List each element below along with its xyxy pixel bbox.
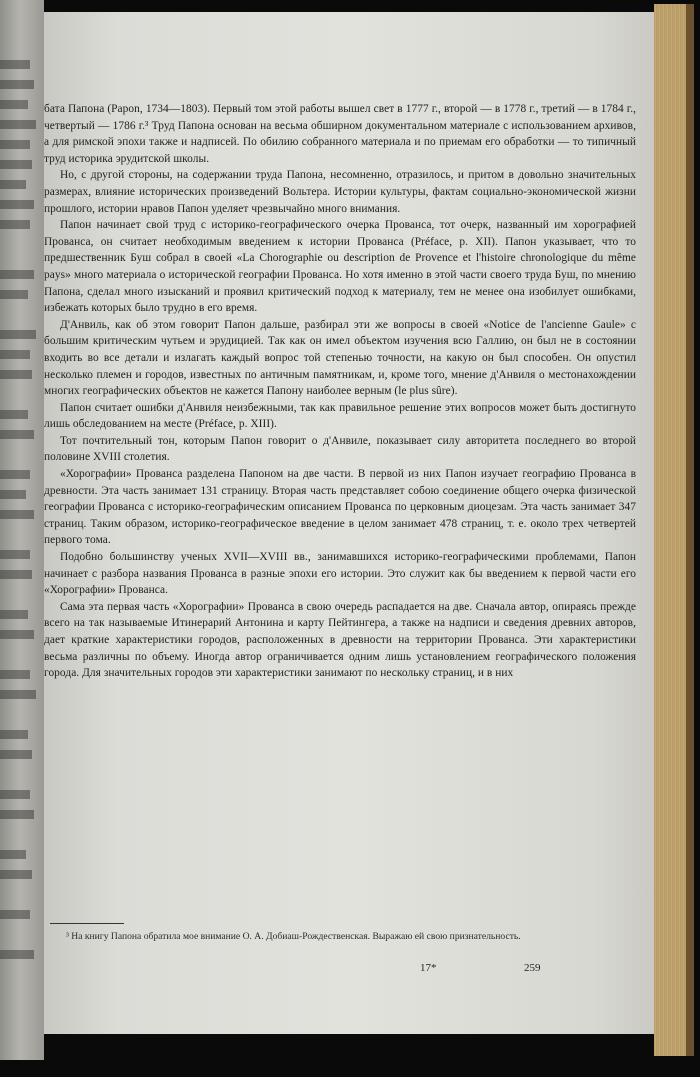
paragraph-5: Папон считает ошибки д'Анвиля неизбежными, так как правильное решение этих вопросов может быть достигнуто лишь обследованием на месте (Préface, p. XIII). [44, 401, 636, 431]
paragraph-3: Папон начинает свой труд с историко-географического очерка Прованса, тот очерк, названный им хорографией Прованса, он считает необходимым введением к истории Прованса (Préface, p. XII). Папон указывает, что то предшественник Буш собрал в своей «La Chorographie ou description de Provence et l'histoire chronologique du même pays» много материала о исторической географии Прованса. Но хотя именно в этой части своего труда Буш, по мнению Папона, сделал много изысканий и проявил критический подход к материалу, тем не менее она изобилует ошибками, избежать которых было трудно в его время. [44, 219, 636, 315]
paragraph-6: Тот почтительный тон, которым Папон говорит о д'Анвиле, показывает силу авторитета последнего во второй половине XVIII столетия. [44, 434, 636, 464]
page-number: 259 [524, 962, 541, 974]
book-page [44, 12, 654, 1034]
paragraph-7: «Хорографии» Прованса разделена Папоном на две части. В первой из них Папон изучает географию Прованса в древности. Эта часть занимает 131 страницу. Вторая часть представляет собою соединение общего очерка физической географии Прованса с историко-географическим описанием Прованса по церковным диоцезам. Эта часть занимает 347 страниц. Таким образом, историко-географическое введение в целом занимает 478 страниц, т. е. около трех четвертей первого тома. [44, 468, 636, 547]
paragraph-9: Сама эта первая часть «Хорографии» Прованса в свою очередь распадается на две. Сначала автор, опираясь прежде всего на так называемые Итинерарий Антонина и карту Пейтингера, а также на надписи и сведения древних авторов, дает краткие характеристики городов, расположенных в древности на территории Прованса. Эти характеристики весьма различны по объему. Иногда автор ограничивается одним лишь установлением географического положения города. Для значительных городов эти характеристики занимают по нескольку страниц, и в них [44, 600, 636, 680]
paragraph-2: Но, с другой стороны, на содержании труда Папона, несомненно, отразилось, и притом в довольно значительных размерах, влияние исторических произведений Вольтера. Истории культуры, фактам социально-экономической жизни прошлого, истории нравов Папон уделяет чрезвычайно много внимания. [44, 169, 636, 215]
signature-mark: 17* [420, 962, 437, 974]
body-text [44, 101, 636, 682]
paragraph-1: бата Папона (Papon, 1734—1803). Первый том этой работы вышел свет в 1777 г., второй — в 1778 г., третий — в 1784 г., четвертый — 1786 г.³ Труд Папона основан на весьма обширном документальном материале с использованием архивов, а для римской эпохи также и надписей. По обилию собранного материала и по приемам его обработки — то типичный труд историка эрудитской школы. [44, 103, 636, 165]
book-cover-edge [686, 4, 694, 1056]
footnote [50, 930, 610, 943]
paragraph-4: Д'Анвиль, как об этом говорит Папон дальше, разбирал эти же вопросы в своей «Notice de l'ancienne Gaule» с большим критическим чутьем и эрудицией. Так как он имел объектом изучения всю Галлию, он был не в состоянии входить во все детали и излагать каждый вопрос той степенью точности, на какую он был способен. Он опустил несколько племен и городов, известных по античным памятникам, и, кроме того, мнение д'Анвиля о местонахождении многих географических объектов не кажется Папону наиболее верным (le plus sûre). [44, 318, 636, 398]
previous-page-edge [0, 0, 44, 1060]
page-block-edge [654, 4, 694, 1056]
paragraph-8: Подобно большинству ученых XVII—XVIII вв., занимавшихся историко-географическими проблемами, Папон начинает с разбора названия Прованса в разные эпохи его истории. Это служит как бы введением к первой части его «Хорографии» Прованса. [44, 551, 636, 597]
footnote-text: ³ На книгу Папона обратила мое внимание О. А. Добиаш-Рождественская. Выражаю ей свою признательность. [66, 931, 521, 942]
footnote-divider [50, 923, 124, 924]
